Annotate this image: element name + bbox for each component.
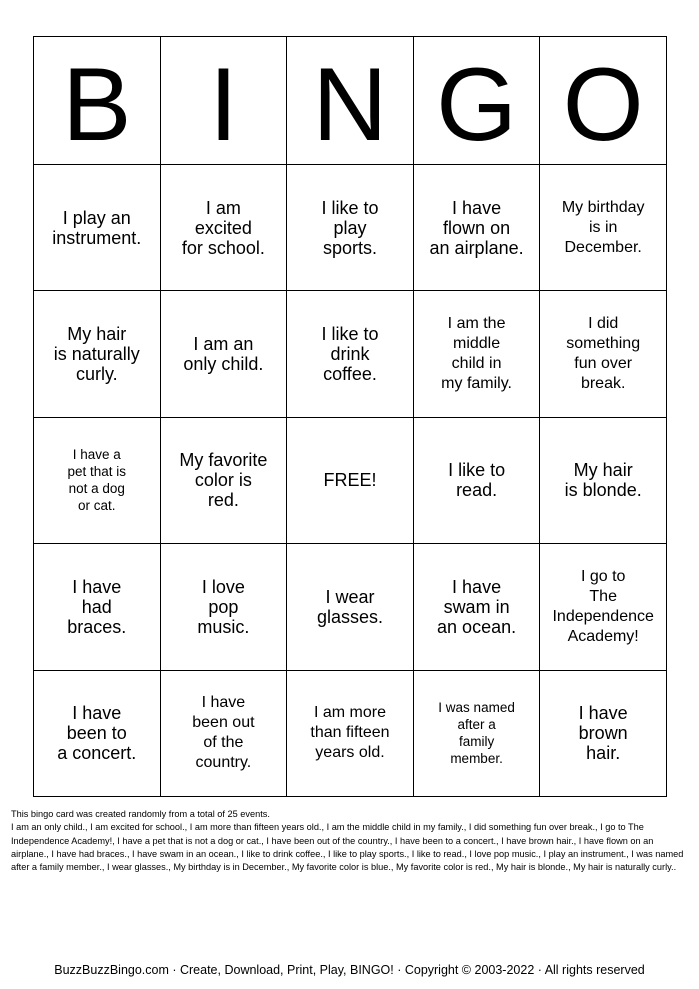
card-cell [413,417,540,543]
cell-text: I am the middle child in my family. [441,315,512,393]
card-info [11,808,691,874]
cell-text: I play an instrument. [52,207,142,248]
cell-text: My favorite color is red. [179,450,268,511]
cell-text: My birthday is in December. [561,198,645,256]
header-cell-i [160,37,287,165]
card-cell [287,544,414,670]
cell-text: I have swam in an ocean. [437,576,517,637]
card-cell [287,670,414,796]
cell-text: My hair is blonde. [564,460,642,501]
header-letter: O [562,46,644,163]
header-row [34,37,667,165]
header-letter: G [436,46,518,163]
cell-text: I wear glasses. [316,586,383,627]
card-cell [287,165,414,291]
card-row-4 [34,544,667,670]
header-cell-g [413,37,540,165]
free-space-text: FREE! [323,470,377,491]
event-list: I am an only child., I am excited for school., I am more than fifteen years old., I am the middle child in my family., I did something fun over break., I go to The Independence Academy!, I have a pet that is not a dog or cat., I have been out of the country., I have been to a concert., I have brown hair., I have flown on an airplane., I have had braces., I have swam in an ocean., I like to drink coffee., I like to play sports., I like to read., I love pop music., I play an instrument., I was named after a family member., I wear glasses., My birthday is in December., My favorite color is blue., My favorite color is red., My hair is blonde., My hair is naturally curly.. [11,822,684,873]
cell-text: I have a pet that is not a dog or cat. [67,447,127,514]
cell-text: I have flown on an airplane. [429,197,524,258]
card-summary: This bingo card was created randomly from a total of 25 events. [11,809,270,819]
card-cell [413,165,540,291]
card-cell [160,670,287,796]
header-cell-b [34,37,161,165]
card-cell [34,670,161,796]
cell-text: I go to The Independence Academy! [552,567,654,645]
card-cell [34,291,161,417]
card-cell [34,417,161,543]
card-row-2 [34,291,667,417]
header-letter: B [62,46,132,163]
card-cell [160,165,287,291]
cell-text: I am more than fifteen years old. [310,704,390,762]
card-cell [540,417,667,543]
cell-text: I like to read. [448,460,506,501]
cell-text: I did something fun over break. [566,315,641,393]
card-row-3 [34,417,667,543]
card-cell [540,544,667,670]
card-cell [413,670,540,796]
card-cell [540,670,667,796]
header-letter: N [312,46,388,163]
cell-text: I like to play sports. [321,197,379,258]
site-footer: BuzzBuzzBingo.com · Create, Download, Print, Play, BINGO! · Copyright © 2003-2022 · All rights reserved [54,963,645,977]
cell-text: I have brown hair. [578,703,628,764]
card-cell [34,165,161,291]
card-cell [287,291,414,417]
card-cell [540,291,667,417]
cell-text: I am excited for school. [181,197,265,258]
cell-text: I have been out of the country. [192,694,255,772]
header-cell-o [540,37,667,165]
card-cell [413,291,540,417]
cell-text: I was named after a family member. [438,700,515,767]
free-space-cell [287,417,414,543]
card-cell [160,291,287,417]
card-cell [160,417,287,543]
card-cell [413,544,540,670]
header-cell-n [287,37,414,165]
bingo-card [33,36,667,797]
cell-text: I love pop music. [197,576,250,637]
cell-text: My hair is naturally curly. [53,324,140,385]
card-cell [34,544,161,670]
card-cell [160,544,287,670]
card-row-5 [34,670,667,796]
card-cell [540,165,667,291]
cell-text: I am an only child. [183,334,264,375]
cell-text: I have had braces. [67,576,127,637]
cell-text: I have been to a concert. [57,703,137,764]
header-letter: I [208,46,238,163]
cell-text: I like to drink coffee. [321,324,379,385]
card-row-1 [34,165,667,291]
